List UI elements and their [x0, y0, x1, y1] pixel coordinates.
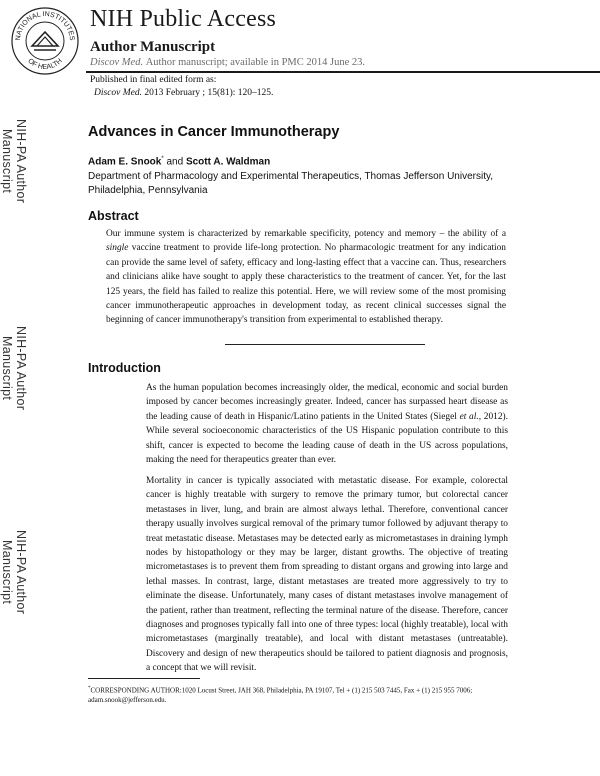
abstract-text-italic: single — [106, 243, 129, 254]
intro-paragraph-1 — [146, 381, 508, 467]
introduction-heading: Introduction — [88, 361, 161, 375]
footnote-divider — [88, 678, 200, 679]
article-title: Advances in Cancer Immunotherapy — [88, 124, 340, 140]
correspondence-footnote — [88, 684, 508, 705]
footnote-mark: * — [88, 686, 91, 691]
intro-p1-part-2: , 2012). While several socioeconomic characteristics of the US Hispanic population contribute to this shift, cancer is expected to become the leading cause of death in the US across populations, making the need for therapeutics greater than ever. — [146, 411, 508, 466]
nih-public-access-title: NIH Public Access — [90, 6, 277, 32]
journal-availability — [90, 57, 365, 68]
abstract-text — [106, 227, 506, 328]
author-2: Scott A. Waldman — [185, 156, 271, 168]
seal-text-bottom: OF HEALTH — [26, 57, 64, 72]
author-1: Adam E. Snook — [88, 156, 162, 168]
affiliation: Department of Pharmacology and Experimental Therapeutics, Thomas Jefferson University, Philadelphia, Pennsylvania — [88, 171, 494, 196]
intro-p1-part-1: As the human population becomes increasingly older, the medical, economic and social burden imposed by cancer becomes increasingly greater. Indeed, cancer has surpassed heart disease as the leading cause of death in Hispanic/Latino patients in the United States (Siegel — [146, 383, 508, 422]
abstract-divider — [225, 344, 425, 345]
intro-paragraph-2: Mortality in cancer is typically associated with metastatic disease. For example, colorectal cancer is highly treatable with surgery to remove the primary tumor, but colorectal cancer metastases in liver, lung, and brain are almost always lethal. Therefore, conventional cancer therapy usually involves surgical removal of the primary tumor followed by adjuvant therapy to treat metastatic disease. Metastases may be detected early as micrometastases in draining lymph nodes by histopathology or they may be larger, distant growths. The objective of treating micrometastases is to prevent them from spreading to distant organs and growing into large and lethal masses. In contrast, large, distant metastases are treated more aggressively to try to eliminate the disease. Unfortunately, many cases of distant metastases involve management of the patient, rather than treatment, reflecting the terminal nature of the disease. Therefore, cancer diagnoses and prognoses typically fall into one of three types: local (highly treatable), local with micrometastases (marginally treatable), and local with distant metastases (untreatable). Discovery and design of new therapeutics should be tailored to patient diagnosis and prognosis, a concept that we will revisit. — [146, 476, 508, 674]
abstract-text-part-1: Our immune system is characterized by remarkable specificity, potency and memory – the ability of a — [106, 229, 506, 239]
side-label-3: NIH-PA Author Manuscript — [0, 529, 28, 615]
citation-details: 2013 February ; 15(81): 120–125. — [144, 88, 274, 98]
intro-p1-italic: et al. — [459, 411, 479, 422]
author-list — [88, 156, 270, 167]
seal-text-top: NATIONAL INSTITUTES — [14, 10, 76, 41]
abstract-heading: Abstract — [88, 209, 139, 223]
author-manuscript-subtitle: Author Manuscript — [90, 39, 216, 55]
side-label-2: NIH-PA Author Manuscript — [0, 325, 28, 411]
side-label-1: NIH-PA Author Manuscript — [0, 118, 28, 204]
citation-line — [94, 88, 273, 98]
header-divider — [86, 71, 600, 73]
journal-name: Discov Med. — [90, 57, 144, 68]
nih-seal-logo — [10, 6, 80, 76]
author-conjunction: and — [166, 156, 184, 168]
availability-text: Author manuscript; available in PMC 2014 June 23. — [145, 57, 366, 68]
author-1-footnote-mark: * — [161, 156, 164, 162]
footnote-text: CORRESPONDING AUTHOR:1020 Locust Street, JAH 368, Philadelphia, PA 19107, Tel + (1) 215 503 7445, Fax + (1) 215 955 7006; adam.snook@jefferson.edu. — [88, 686, 473, 705]
abstract-text-part-2: vaccine treatment to provide life-long protection. No pharmacologic treatment for any indication can provide the same level of safety, efficacy and long-lasting effect that a vaccine can. Thus, researchers and clinicians alike have sought to apply these characteristics to the treatment of cancer. Yet, for the last 125 years, the field has failed to realize this potential. Here, we will review some of the most promising cancer immunotherapeutic approaches in development today, as recent clinical successes signal the beginning of cancer immunotherapy's transition from experimental to established therapy. — [106, 243, 506, 326]
citation-journal: Discov Med. — [94, 88, 143, 98]
published-in-label: Published in final edited form as: — [90, 75, 217, 85]
